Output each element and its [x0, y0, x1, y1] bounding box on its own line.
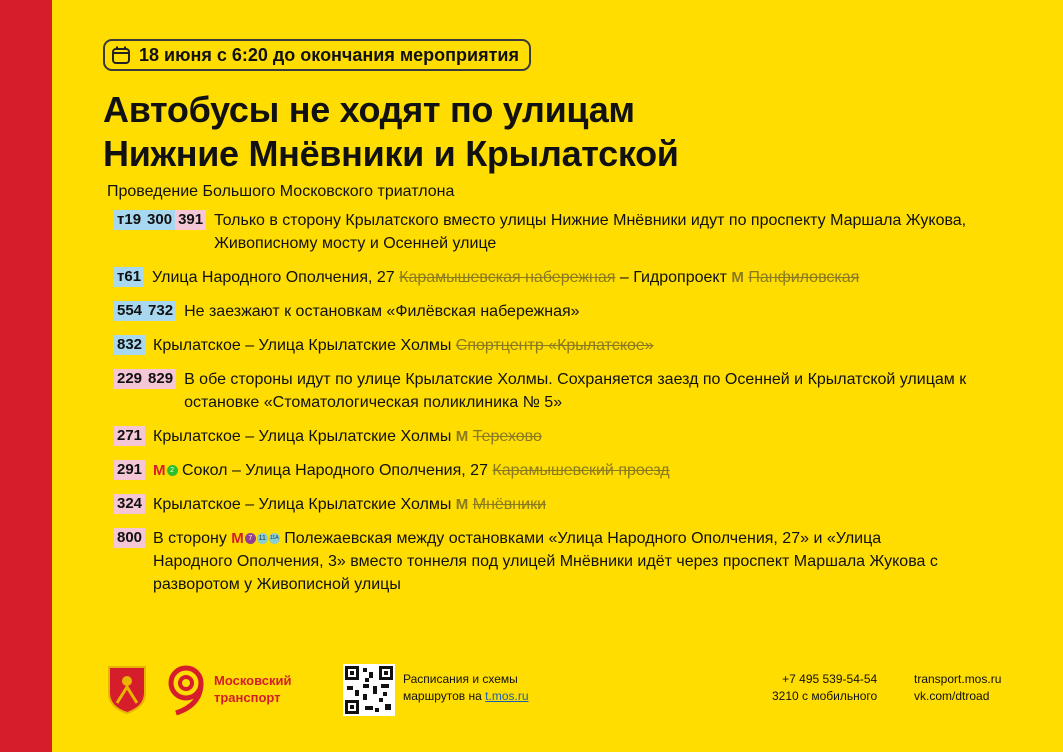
- route-description: Не заезжают к остановкам «Филёвская набережная»: [184, 303, 580, 320]
- route-item: [114, 493, 1034, 516]
- contact-info: [772, 671, 877, 705]
- route-badge: 291: [114, 460, 145, 480]
- metro-line-icon: 11А: [269, 533, 280, 544]
- route-badge: т61: [114, 267, 144, 287]
- route-item: [114, 459, 1034, 482]
- cancelled-stop: Карамышевский проезд: [492, 462, 670, 479]
- cancelled-stop: Панфиловская: [748, 269, 860, 286]
- metro-line-icon: 7: [245, 533, 256, 544]
- route-item: [114, 425, 1034, 448]
- route-badge: 829: [145, 369, 176, 389]
- route-badge: 800: [114, 528, 145, 548]
- route-item: [114, 266, 1034, 289]
- moscow-transport-logo-icon: [160, 663, 210, 717]
- subtitle: Проведение Большого Московского триатлона: [107, 183, 455, 200]
- route-description: Крылатское – Улица Крылатские Холмы Спортцентр «Крылатское»: [153, 337, 654, 354]
- route-badge: 391: [175, 210, 206, 230]
- mobile-number: 3210 с мобильного: [772, 689, 878, 703]
- route-badge: 554: [114, 301, 145, 321]
- website-links: [914, 671, 1001, 705]
- route-description: Крылатское – Улица Крылатские Холмы М Терехово: [153, 428, 542, 445]
- route-description: В обе стороны идут по улице Крылатские Холмы. Сохраняется заезд по Осенней и Крылатской улицам к остановке «Стоматологическая поликлиника № 5»: [184, 371, 967, 411]
- moscow-coat-of-arms-icon: [105, 663, 149, 715]
- cancelled-stop: Мнёвники: [472, 496, 547, 513]
- route-item: [114, 368, 1034, 414]
- date-pill: [103, 39, 531, 71]
- metro-line-icon: 2: [167, 465, 178, 476]
- schedule-link[interactable]: t.mos.ru: [485, 689, 529, 703]
- metro-icon: М: [231, 530, 244, 547]
- cancelled-stop: Карамышевская набережная: [399, 269, 616, 286]
- site-link[interactable]: transport.mos.ru: [914, 672, 1002, 686]
- metro-line-icon: 11: [258, 535, 266, 543]
- route-description: Крылатское – Улица Крылатские Холмы М Мнёвники: [153, 496, 547, 513]
- moscow-transport-logo-text: Московский транспорт: [214, 673, 292, 705]
- route-description: Улица Народного Ополчения, 27 Карамышевская набережная – Гидропроект М Панфиловская: [152, 269, 860, 286]
- route-description: М 2 Сокол – Улица Народного Ополчения, 27 Карамышевский проезд: [153, 462, 670, 479]
- route-description: Только в сторону Крылатского вместо улицы Нижние Мнёвники идут по проспекту Маршала Жукова, Живописному мосту и Осенней улице: [214, 212, 967, 252]
- page-title: Автобусы не ходят по улицам Нижние Мнёвники и Крылатской: [103, 89, 679, 174]
- route-badge: 832: [114, 335, 145, 355]
- route-list: [114, 209, 1034, 607]
- phone-number: +7 495 539-54-54: [782, 672, 878, 686]
- qr-code-icon[interactable]: [343, 664, 395, 716]
- route-badge: 229: [114, 369, 145, 389]
- metro-icon: М: [731, 269, 744, 286]
- route-badge: 271: [114, 426, 145, 446]
- route-badge: 300: [144, 210, 175, 230]
- metro-icon: М: [455, 496, 469, 513]
- route-item: [114, 334, 1034, 357]
- vk-link[interactable]: vk.com/dtroad: [914, 689, 990, 703]
- side-accent-bar: [0, 0, 52, 752]
- metro-icon: М: [153, 462, 166, 479]
- footer: [0, 655, 1063, 725]
- route-item: [114, 209, 1034, 255]
- schedule-info: Расписания и схемы маршрутов на t.mos.ru: [403, 672, 529, 703]
- metro-icon: М: [455, 428, 469, 445]
- cancelled-stop: Спортцентр «Крылатское»: [455, 337, 654, 354]
- route-badge: 732: [145, 301, 176, 321]
- date-text: 18 июня с 6:20 до окончания мероприятия: [139, 44, 519, 65]
- route-badge: 324: [114, 494, 145, 514]
- route-description: В сторону М 7 11 11А Полежаевская между остановками «Улица Народного Ополчения, 27» и «Улица Народного Ополчения, 3» вместо тоннеля под улицей Мнёвники идёт через проспект Маршала Жукова с разворотом у Живописной улицы: [153, 530, 938, 593]
- calendar-icon: [111, 45, 131, 65]
- cancelled-stop: Терехово: [472, 428, 542, 445]
- route-item: [114, 300, 1034, 323]
- route-item: [114, 527, 1034, 596]
- route-badge: т19: [114, 210, 144, 230]
